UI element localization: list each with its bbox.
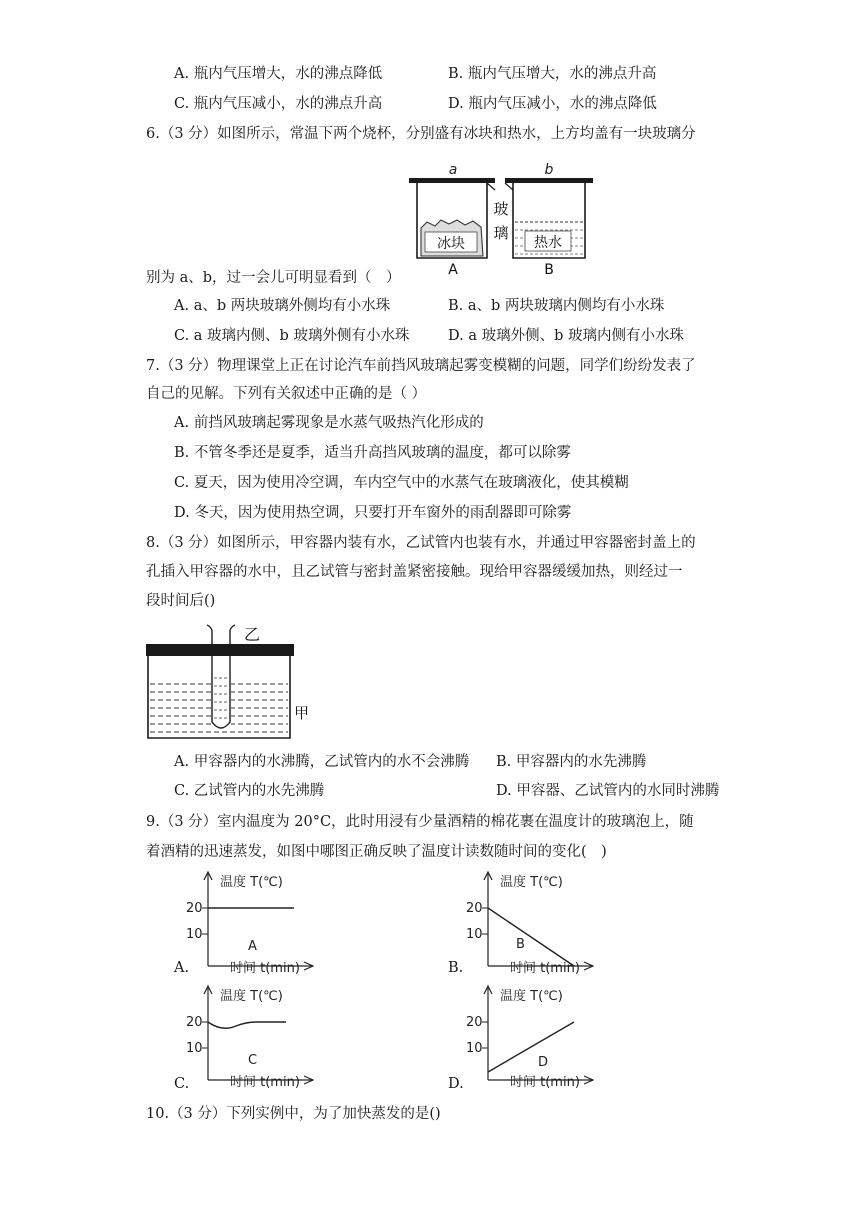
q6-option-d: D. a 玻璃外侧、b 玻璃内侧有小水珠 bbox=[448, 328, 684, 344]
glass-plate-a bbox=[409, 178, 495, 183]
svg-text:10: 10 bbox=[466, 1041, 483, 1056]
q8-option-d: D. 甲容器、乙试管内的水同时沸腾 bbox=[496, 783, 720, 799]
q8-option-c: C. 乙试管内的水先沸腾 bbox=[174, 783, 325, 799]
svg-text:B: B bbox=[516, 937, 525, 952]
svg-text:A: A bbox=[248, 939, 257, 954]
q7-option-b: B. 不管冬季还是夏季，适当升高挡风玻璃的温度，都可以除雾 bbox=[174, 445, 571, 461]
q5-option-c: C. 瓶内气压减小，水的沸点升高 bbox=[174, 96, 383, 112]
q5-option-a: A. 瓶内气压增大，水的沸点降低 bbox=[174, 66, 383, 82]
q7-stem-line2: 自己的见解。下列有关叙述中正确的是（ ） bbox=[146, 386, 427, 402]
q8-container-figure bbox=[144, 622, 314, 742]
q6-stem-line2: 别为 a、b，过一会儿可明显看到（ ） bbox=[146, 270, 401, 286]
svg-text:时间 t(min): 时间 t(min) bbox=[230, 1075, 300, 1090]
q7-option-d: D. 冬天，因为使用热空调，只要打开车窗外的雨刮器即可除雾 bbox=[174, 505, 572, 521]
q9-graph-c-option: C. bbox=[174, 1076, 190, 1092]
graph-b-curve bbox=[488, 908, 574, 966]
q9-graph-d bbox=[466, 984, 596, 1090]
q9-stem-line1: 9.（3 分）室内温度为 20°C，此时用浸有少量酒精的棉花裹在温度计的玻璃泡上，随 bbox=[146, 814, 694, 830]
svg-text:10: 10 bbox=[466, 927, 483, 942]
svg-text:温度 T(℃): 温度 T(℃) bbox=[500, 989, 563, 1004]
svg-text:C: C bbox=[248, 1053, 258, 1068]
svg-text:时间 t(min): 时间 t(min) bbox=[230, 961, 300, 976]
q9-graph-c bbox=[186, 984, 316, 1090]
q7-stem-line1: 7.（3 分）物理课堂上正在讨论汽车前挡风玻璃起雾变模糊的问题，同学们纷纷发表了 bbox=[146, 358, 696, 374]
fig-glass-2: 璃 bbox=[493, 224, 509, 242]
fig-label-b: b bbox=[544, 162, 554, 178]
q5-option-d: D. 瓶内气压减小，水的沸点降低 bbox=[448, 96, 657, 112]
q8-stem-line2: 孔插入甲容器的水中，且乙试管与密封盖紧密接触。现给甲容器缓缓加热，则经过一 bbox=[146, 564, 683, 580]
q9-graph-a-option: A. bbox=[174, 960, 190, 976]
svg-text:20: 20 bbox=[466, 1015, 483, 1030]
q7-option-c: C. 夏天，因为使用冷空调，车内空气中的水蒸气在玻璃液化，使其模糊 bbox=[174, 475, 629, 491]
q6-beakers-figure bbox=[407, 158, 597, 276]
fig-label-yi: 乙 bbox=[244, 625, 261, 644]
svg-text:10: 10 bbox=[186, 1041, 203, 1056]
svg-text:20: 20 bbox=[186, 1015, 203, 1030]
sealed-lid bbox=[146, 644, 294, 656]
fig-glass-1: 玻 bbox=[493, 200, 509, 218]
q6-option-c: C. a 玻璃内侧、b 玻璃外侧有小水珠 bbox=[174, 328, 410, 344]
fig-hot-label: 热水 bbox=[534, 235, 562, 251]
svg-text:10: 10 bbox=[186, 927, 203, 942]
svg-text:温度 T(℃): 温度 T(℃) bbox=[500, 875, 563, 890]
graph-d-curve bbox=[488, 1022, 574, 1072]
fig-label-A: A bbox=[448, 262, 458, 278]
fig-label-B: B bbox=[544, 262, 554, 278]
q9-graph-d-option: D. bbox=[448, 1076, 464, 1092]
graph-c-curve bbox=[208, 1022, 286, 1028]
q9-graph-a bbox=[186, 870, 316, 976]
q6-stem-line1: 6.（3 分）如图所示，常温下两个烧杯，分别盛有冰块和热水，上方均盖有一块玻璃分 bbox=[146, 126, 696, 142]
q9-graph-b-option: B. bbox=[448, 960, 464, 976]
svg-text:20: 20 bbox=[466, 901, 483, 916]
fig-ice-label: 冰块 bbox=[437, 236, 465, 252]
q6-option-a: A. a、b 两块玻璃外侧均有小水珠 bbox=[174, 298, 391, 314]
fig-label-jia: 甲 bbox=[294, 704, 310, 722]
glass-plate-b bbox=[505, 178, 593, 183]
q5-option-b: B. 瓶内气压增大，水的沸点升高 bbox=[448, 66, 657, 82]
q8-option-b: B. 甲容器内的水先沸腾 bbox=[496, 754, 647, 770]
svg-text:时间 t(min): 时间 t(min) bbox=[510, 961, 580, 976]
q6-option-b: B. a、b 两块玻璃内侧均有小水珠 bbox=[448, 298, 665, 314]
q9-stem-line2: 着酒精的迅速蒸发，如图中哪图正确反映了温度计读数随时间的变化( ) bbox=[146, 844, 607, 860]
svg-text:20: 20 bbox=[186, 901, 203, 916]
svg-text:温度 T(℃): 温度 T(℃) bbox=[220, 989, 283, 1004]
q8-option-a: A. 甲容器内的水沸腾，乙试管内的水不会沸腾 bbox=[174, 754, 470, 770]
svg-text:D: D bbox=[538, 1055, 549, 1070]
svg-text:时间 t(min): 时间 t(min) bbox=[510, 1075, 580, 1090]
svg-text:温度 T(℃): 温度 T(℃) bbox=[220, 875, 283, 890]
q9-graph-b bbox=[466, 870, 596, 976]
q7-option-a: A. 前挡风玻璃起雾现象是水蒸气吸热汽化形成的 bbox=[174, 415, 484, 431]
q10-stem-line1: 10.（3 分）下列实例中，为了加快蒸发的是() bbox=[146, 1106, 441, 1122]
q8-stem-line3: 段时间后() bbox=[146, 593, 216, 609]
q8-stem-line1: 8.（3 分）如图所示，甲容器内装有水，乙试管内也装有水，并通过甲容器密封盖上的 bbox=[146, 535, 696, 551]
fig-label-a: a bbox=[448, 162, 458, 178]
